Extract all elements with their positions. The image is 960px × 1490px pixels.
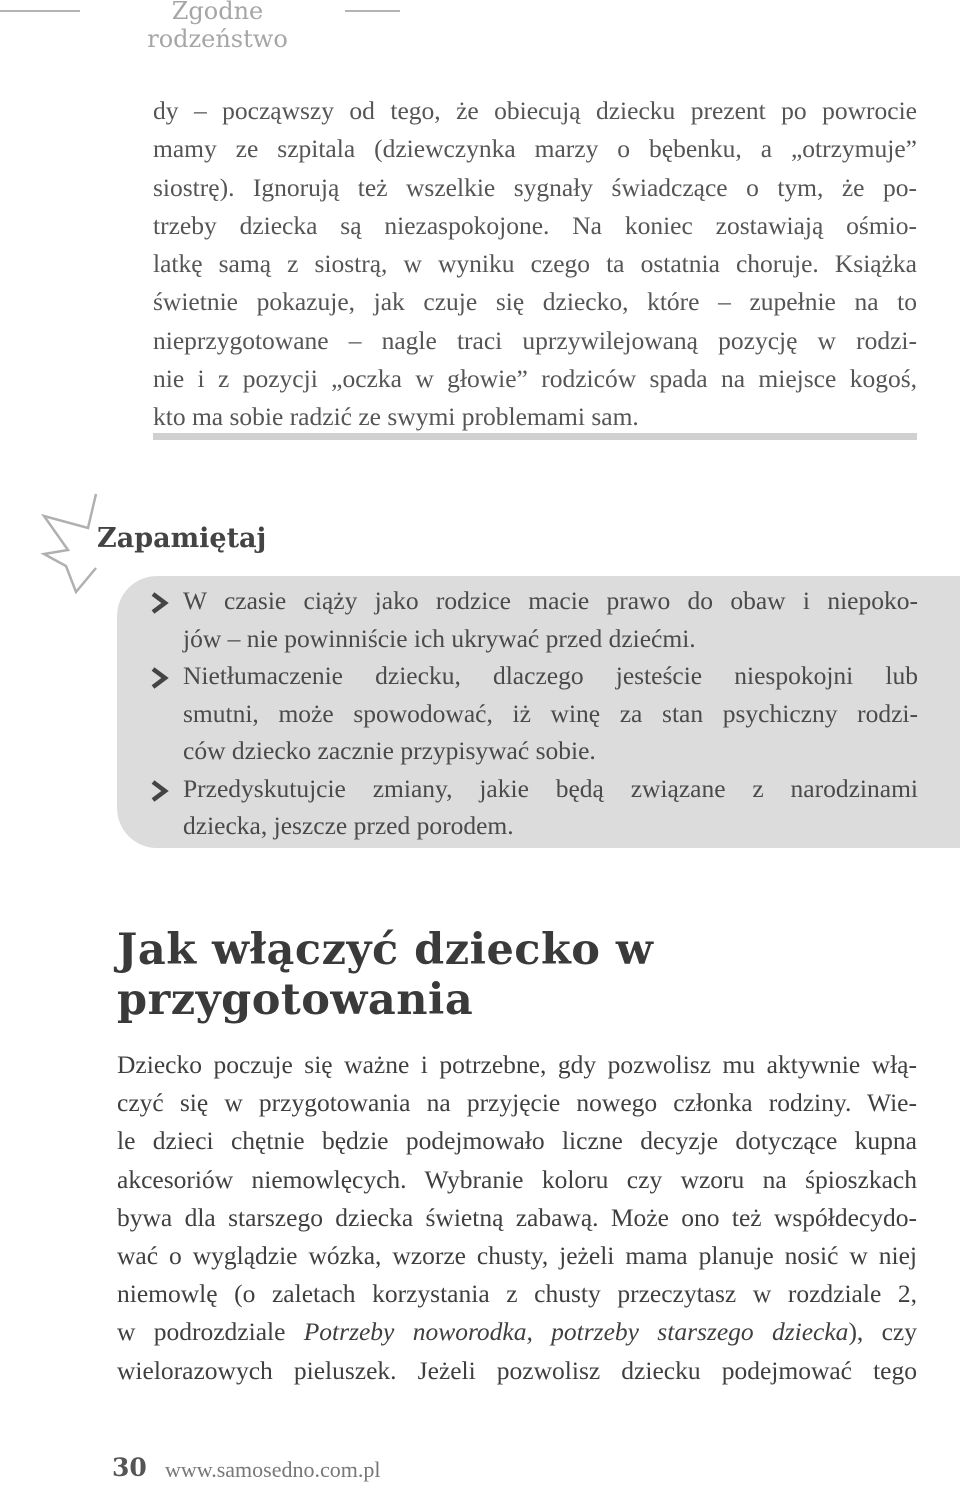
intro-line: świetnie pokazuje, jak czuje się dziecko, które – zupełnie na to — [153, 287, 917, 317]
bullet-line: Nietłumaczenie dziecku, dlaczego jesteście niespokojni lub — [183, 661, 918, 690]
bullet-line: dziecka, jeszcze przed porodem. — [183, 811, 514, 840]
header-rule-right — [345, 10, 400, 12]
body-text-segment: w podrozdziale — [117, 1317, 304, 1347]
body-line: niemowlę (o zaletach korzystania z chusty przeczytasz w rozdziale 2, — [117, 1279, 917, 1309]
bullet-line: jów – nie powinniście ich ukrywać przed dziećmi. — [183, 623, 696, 653]
remember-bullet-list — [183, 582, 918, 845]
body-line: bywa dla starszego dziecka świetną zabawą. Może ono też współdecydo- — [117, 1202, 917, 1232]
body-line: wielorazowych pieluszek. Jeżeli pozwolisz dziecku podejmować tego — [117, 1355, 917, 1385]
page-number: 30 — [112, 1453, 147, 1482]
body-line: le dzieci chętnie będzie podejmowało liczne decyzje dotyczące kupna — [117, 1126, 917, 1156]
body-line: Dziecko poczuje się ważne i potrzebne, gdy pozwolisz mu aktywnie włą- — [117, 1050, 917, 1079]
footer-url: www.samosedno.com.pl — [165, 1457, 381, 1482]
body-line: akcesoriów niemowlęcych. Wybranie koloru czy wzoru na śpioszkach — [117, 1164, 917, 1194]
chevron-right-icon — [150, 592, 170, 614]
intro-line: mamy ze szpitala (dziewczynka marzy o bębenku, a „otrzymuje” — [153, 134, 917, 164]
bullet-line: ców dziecko zacznie przypisywać sobie. — [183, 736, 596, 765]
remember-title: Zapamiętaj — [97, 523, 267, 554]
section-divider — [153, 433, 917, 440]
intro-line: latkę samą z siostrą, w wyniku czego ta ostatnia choruje. Książka — [153, 249, 917, 279]
intro-line: dy – począwszy od tego, że obiecują dziecku prezent po powrocie — [153, 96, 917, 125]
body-line — [117, 1313, 917, 1351]
body-line: czyć się w przygotowania na przyjęcie nowego członka rodziny. Wie- — [117, 1088, 917, 1118]
intro-line: nieprzygotowane – nagle traci uprzywilejowaną pozycję w rodzi- — [153, 325, 917, 355]
intro-line: trzeby dziecka są niezaspokojone. Na koniec zostawiają ośmio- — [153, 210, 917, 240]
body-text-segment: ), czy — [848, 1317, 918, 1347]
section-body — [117, 1046, 917, 1390]
body-line: wać o wyglądzie wózka, wzorze chusty, jeżeli mama planuje nosić w niej — [117, 1241, 917, 1271]
intro-line: siostrę). Ignorują też wszelkie sygnały świadczące o tym, że po- — [153, 172, 917, 202]
bullet-line: Przedyskutujcie zmiany, jakie będą związane z narodzinami — [183, 773, 918, 803]
chevron-right-icon — [150, 667, 170, 689]
chevron-right-icon — [150, 780, 170, 802]
section-heading: Jak włączyć dziecko w przygotowania — [117, 925, 654, 1025]
intro-line: kto ma sobie radzić ze swymi problemami sam. — [153, 402, 639, 432]
bullet-line: smutni, może spowodować, iż winę za stan psychiczny rodzi- — [183, 698, 918, 728]
book-section-title: Potrzeby noworodka, potrzeby starszego dziecka — [303, 1317, 849, 1347]
header-rule-left — [0, 10, 80, 12]
intro-paragraph — [153, 92, 917, 437]
bullet-line: W czasie ciąży jako rodzice macie prawo do obaw i niepoko- — [183, 586, 918, 615]
running-header-title: Zgodne rodzeństwo — [147, 0, 288, 53]
intro-line: nie i z pozycji „oczka w głowie” rodziców spada na miejsce kogoś, — [153, 364, 917, 394]
